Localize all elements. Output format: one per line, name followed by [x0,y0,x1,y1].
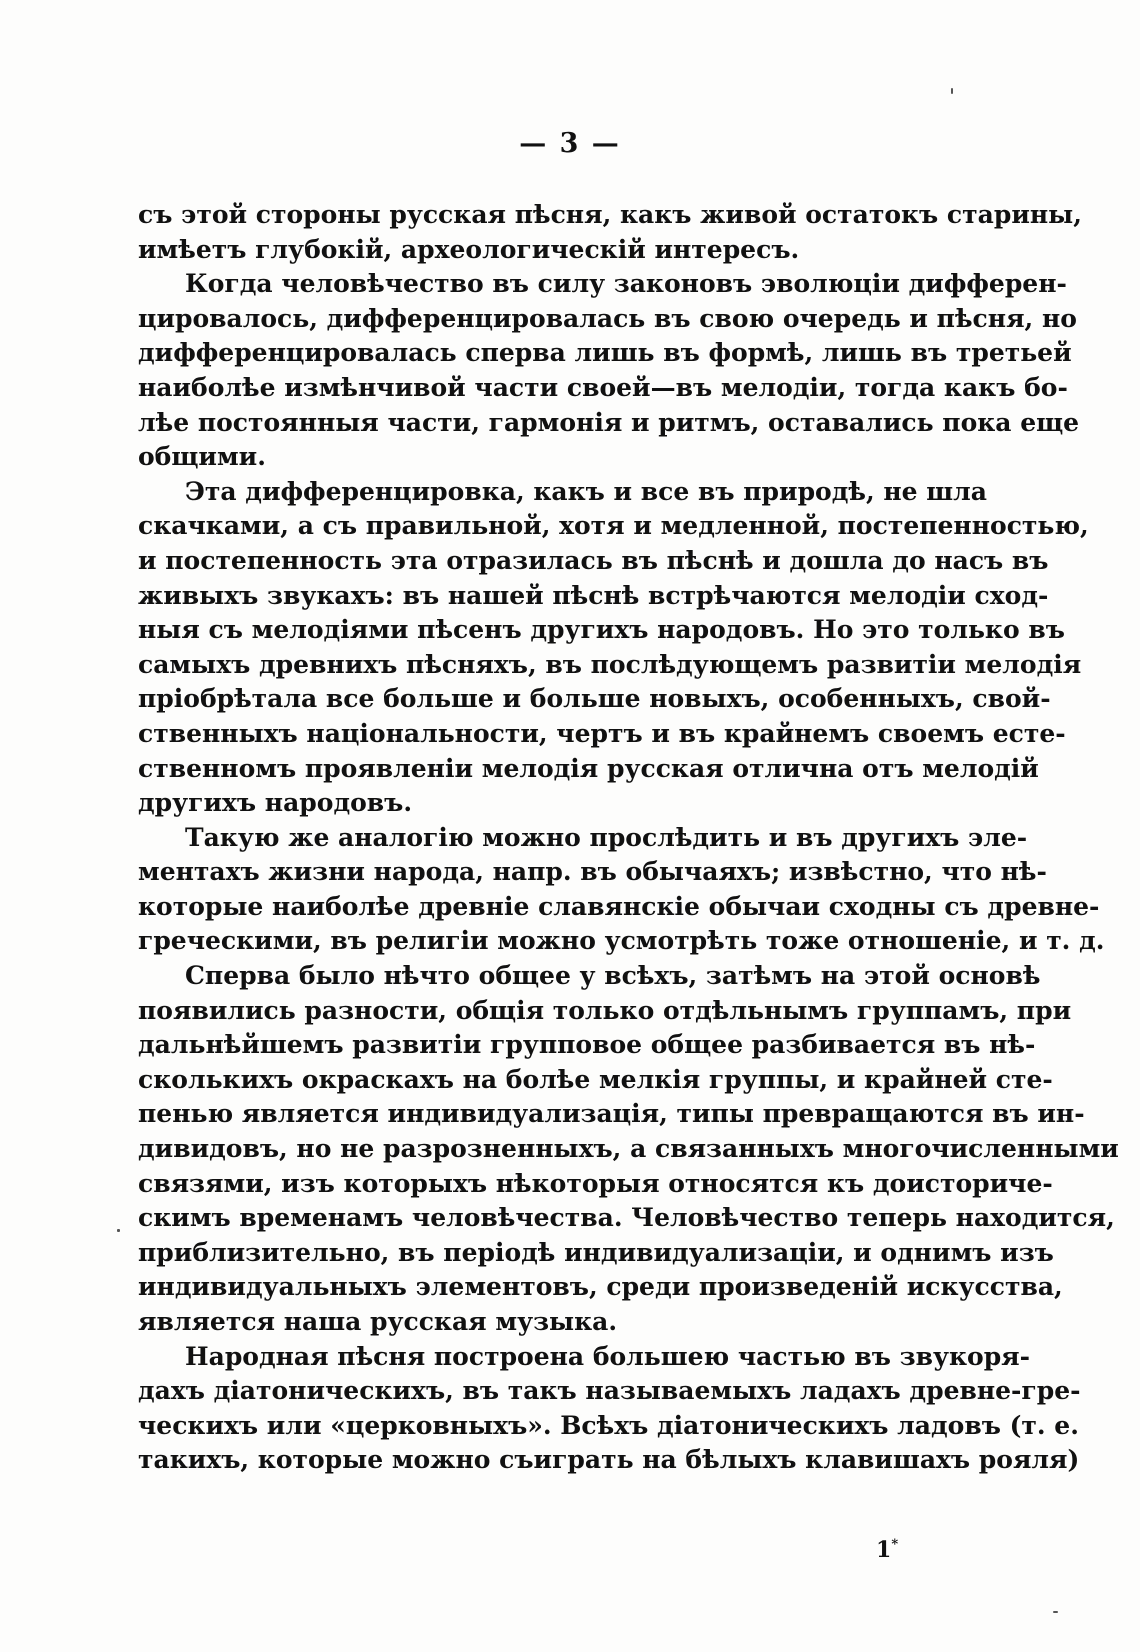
text-line: лѣе постоянныя части, гармонія и ритмъ, оставались пока еще [138,407,1080,437]
text-line: Народная пѣсня построена большею частью въ звукоря- [185,1341,1031,1371]
text-line: связями, изъ которыхъ нѣкоторыя относятся къ доисториче- [138,1168,1053,1198]
text-line: пенью является индивидуализація, типы превращаются въ ин- [138,1099,1085,1129]
text-line: пріобрѣтала все больше и больше новыхъ, особенныхъ, свой- [138,684,1051,714]
text-line: ственныхъ національности, чертъ и въ крайнемъ своемъ есте- [138,718,1066,748]
text-line: является наша русская музыка. [138,1307,618,1336]
signature-superscript: * [891,1537,899,1552]
text-line: общими. [138,442,266,472]
text-line: индивидуальныхъ элементовъ, среди произведеній искусства, [138,1272,1063,1302]
text-line: такихъ, которые можно съиграть на бѣлыхъ клавишахъ рояля) [138,1445,1080,1475]
text-line: Такую же аналогію можно прослѣдить и въ другихъ эле- [185,822,1028,852]
text-line: Эта дифференцировка, какъ и все въ природѣ, не шла [185,476,987,506]
text-line: дивидовъ, но не разрозненныхъ, а связанныхъ многочисленными [138,1134,1119,1164]
paragraph [138,959,1119,1340]
text-line: ческихъ или «церковныхъ». Всѣхъ діатоническихъ ладовъ (т. е. [138,1410,1079,1440]
signature-number: 1 [876,1537,892,1563]
text-line: самыхъ древнихъ пѣсняхъ, въ послѣдующемъ развитіи мелодія [138,649,1082,679]
text-line: съ этой стороны русская пѣсня, какъ живой остатокъ старины, [138,200,1082,229]
text-line: дальнѣйшемъ развитіи групповое общее разбивается въ нѣ- [138,1030,1036,1060]
paragraph [138,1340,1081,1478]
text-line: имѣетъ глубокій, археологическій интересъ. [138,234,800,264]
text-line: живыхъ звукахъ: въ нашей пѣснѣ встрѣчаются мелодіи сход- [138,580,1049,610]
text-line: Сперва было нѣчто общее у всѣхъ, затѣмъ на этой основѣ [185,961,1041,991]
paragraph [138,267,1080,475]
text-line: дифференцировалась сперва лишь въ формѣ, лишь въ третьей [138,338,1072,368]
text-line: наиболѣе измѣнчивой части своей—въ мелодіи, тогда какъ бо- [138,372,1068,402]
paragraph [138,821,1105,959]
text-line: появились разности, общія только отдѣльнымъ группамъ, при [138,995,1072,1025]
text-line: скимъ временамъ человѣчества. Человѣчество теперь находится, [138,1203,1115,1233]
text-line: Когда человѣчество въ силу законовъ эволюціи дифферен- [185,269,1067,299]
scan-speck [117,1229,120,1232]
text-line: ственномъ проявленіи мелодія русская отлична отъ мелодій [138,753,1039,783]
paragraph [138,198,1082,267]
text-line: сколькихъ окраскахъ на болѣе мелкія группы, и крайней сте- [138,1064,1053,1094]
text-line: приблизительно, въ періодѣ индивидуализаціи, и однимъ изъ [138,1237,1054,1267]
scan-speck [951,88,953,94]
text-line: ныя съ мелодіями пѣсенъ другихъ народовъ. Но это только въ [138,615,1065,645]
text-line: греческими, въ религіи можно усмотрѣть тоже отношеніе, и т. д. [138,926,1105,956]
text-line: другихъ народовъ. [138,788,413,818]
page-number: — 3 — [519,128,621,159]
text-line: и постепенность эта отразилась въ пѣснѣ и дошла до насъ въ [138,545,1049,575]
text-line: цировалось, дифференцировалась въ свою очередь и пѣсня, но [138,303,1077,333]
scan-speck [1053,1611,1058,1613]
text-line: ментахъ жизни народа, напр. въ обычаяхъ; извѣстно, что нѣ- [138,857,1047,887]
text-line: скачками, а съ правильной, хотя и медленной, постепенностью, [138,511,1089,541]
text-line: дахъ діатоническихъ, въ такъ называемыхъ ладахъ древне-гре- [138,1376,1081,1406]
body-text [138,198,1119,1478]
text-line: которые наиболѣе древніе славянскіе обычаи сходны съ древне- [138,891,1100,921]
signature-mark [876,1537,898,1563]
paragraph [138,475,1089,821]
